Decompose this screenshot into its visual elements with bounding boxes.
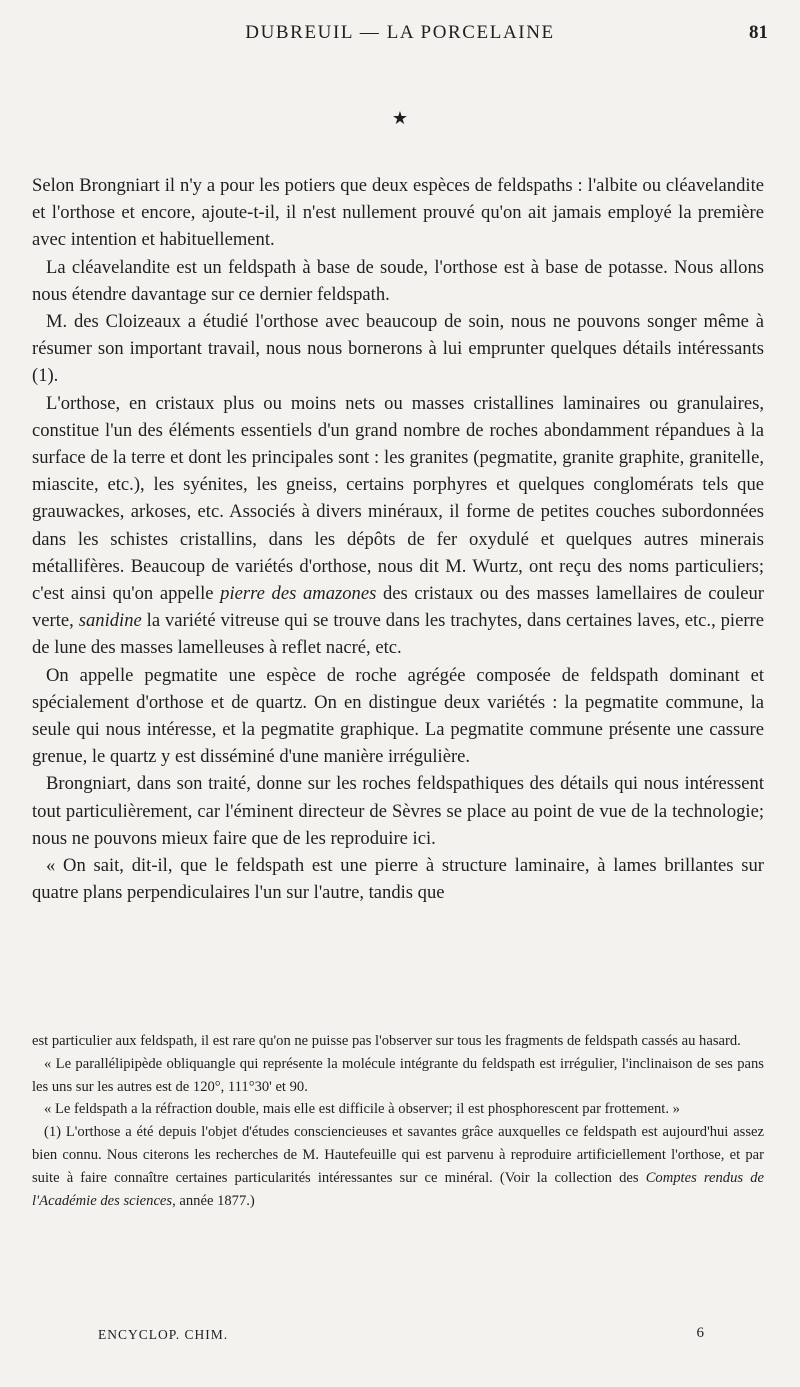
italic-text: pierre des amazones bbox=[220, 583, 377, 605]
paragraph bbox=[32, 308, 764, 390]
text-segment: L'orthose, en cristaux plus ou moins nets ou masses cristallines laminaires ou granulaires, constitue l'un des éléments essentiels d'un grand nombre de roches abondamment répandues à la surface de la terre et dont les principales sont : les granites (pegmatite, granite graphite, granitelle, miascite, etc.), les syénites, les gneiss, certains porphyres et quelques conglomérats tels que grauwackes, arkoses, etc. Associés à divers minéraux, il forme de petites couches subordonnées dans les schistes cristallins, dans les dépôts de fer oxydulé et quelques autres minerais métallifères. Beaucoup de variétés d'orthose, nous dit M. Wurtz, ont reçu des noms particuliers; c'est ainsi qu'on appelle bbox=[32, 392, 764, 605]
text-segment: Brongniart, dans son traité, donne sur les roches feldspathiques des détails qui nous intéressent tout particulièrement, car l'éminent directeur de Sèvres se place au point de vue de la technologie; nous ne pouvons mieux faire que de les reproduire ici. bbox=[32, 773, 764, 849]
text-segment: « On sait, dit-il, que le feldspath est une pierre à structure laminaire, à lames brillantes sur quatre plans perpendiculaires l'un sur l'autre, tandis que bbox=[32, 855, 764, 904]
page-footer bbox=[98, 1327, 704, 1349]
text-segment: « Le feldspath a la réfraction double, mais elle est difficile à observer; il est phosphorescent par frottement. » bbox=[44, 1101, 680, 1118]
footnote bbox=[32, 1053, 764, 1099]
page-number: 81 bbox=[749, 22, 768, 43]
signature-mark: 6 bbox=[696, 1325, 704, 1341]
main-text bbox=[32, 172, 764, 906]
footnotes bbox=[32, 1030, 764, 1212]
paragraph bbox=[32, 254, 764, 308]
running-title: DUBREUIL — LA PORCELAINE bbox=[245, 22, 555, 43]
footnote bbox=[32, 1030, 764, 1053]
text-segment: des cristaux ou des masses lamellaires de couleur verte, bbox=[32, 583, 764, 632]
text-segment: La cléavelandite est un feldspath à base de soude, l'orthose est à base de potasse. Nous allons nous étendre davantage sur ce dernier feldspath. bbox=[32, 256, 764, 305]
text-segment: la variété vitreuse qui se trouve dans les trachytes, dans certaines laves, etc., pierre de lune des masses lamelleuses à reflet nacré, etc. bbox=[32, 610, 764, 659]
footnote bbox=[32, 1121, 764, 1212]
running-header bbox=[0, 22, 800, 52]
signature-label: ENCYCLOP. CHIM. bbox=[98, 1327, 229, 1342]
paragraph bbox=[32, 390, 764, 662]
text-segment: Selon Brongniart il n'y a pour les potiers que deux espèces de feldspaths : l'albite ou cléavelandite et l'orthose et encore, ajoute-t-il, il n'est nullement prouvé qu'on ait jamais employé la première avec intention et habituellement. bbox=[32, 175, 764, 251]
text-segment: est particulier aux feldspath, il est rare qu'on ne puisse pas l'observer sur tous les fragments de feldspath cassés au hasard. bbox=[32, 1033, 741, 1049]
text-segment: M. des Cloizeaux a étudié l'orthose avec beaucoup de soin, nous ne pouvons songer même à résumer son important travail, nous nous bornerons à lui emprunter quelques détails intéressants (1). bbox=[32, 311, 764, 387]
paragraph bbox=[32, 770, 764, 852]
paragraph bbox=[32, 172, 764, 254]
text-segment: , année 1877.) bbox=[172, 1192, 255, 1209]
italic-text: sanidine bbox=[78, 610, 142, 632]
italic-text: Comptes rendus de l'Académie des sciences bbox=[32, 1169, 764, 1209]
text-segment: « Le parallélipipède obliquangle qui représente la molécule intégrante du feldspath est irrégulier, l'inclinaison de ses pans les uns sur les autres est de 120°, 111°30' et 90. bbox=[32, 1055, 764, 1095]
star-ornament: ★ bbox=[391, 108, 409, 129]
text-segment: (1) L'orthose a été depuis l'objet d'études consciencieuses et savantes grâce auxquelles ce feldspath est aujourd'hui assez bien connu. Nous citerons les recherches de M. Hautefeuille qui est parvenu à reproduire artificiellement l'orthose, et par suite à faire connaître certaines particularités intéressantes sur ce minéral. (Voir la collection des bbox=[32, 1124, 764, 1186]
text-segment: On appelle pegmatite une espèce de roche agrégée composée de feldspath dominant et spécialement d'orthose et de quartz. On en distingue deux variétés : la pegmatite commune, la seule qui nous intéresse, et la pegmatite graphique. La pegmatite commune présente une cassure grenue, le quartz y est disséminé d'une manière irrégulière. bbox=[32, 664, 764, 768]
footnote bbox=[32, 1098, 764, 1121]
paragraph bbox=[32, 662, 764, 771]
paragraph bbox=[32, 852, 764, 906]
